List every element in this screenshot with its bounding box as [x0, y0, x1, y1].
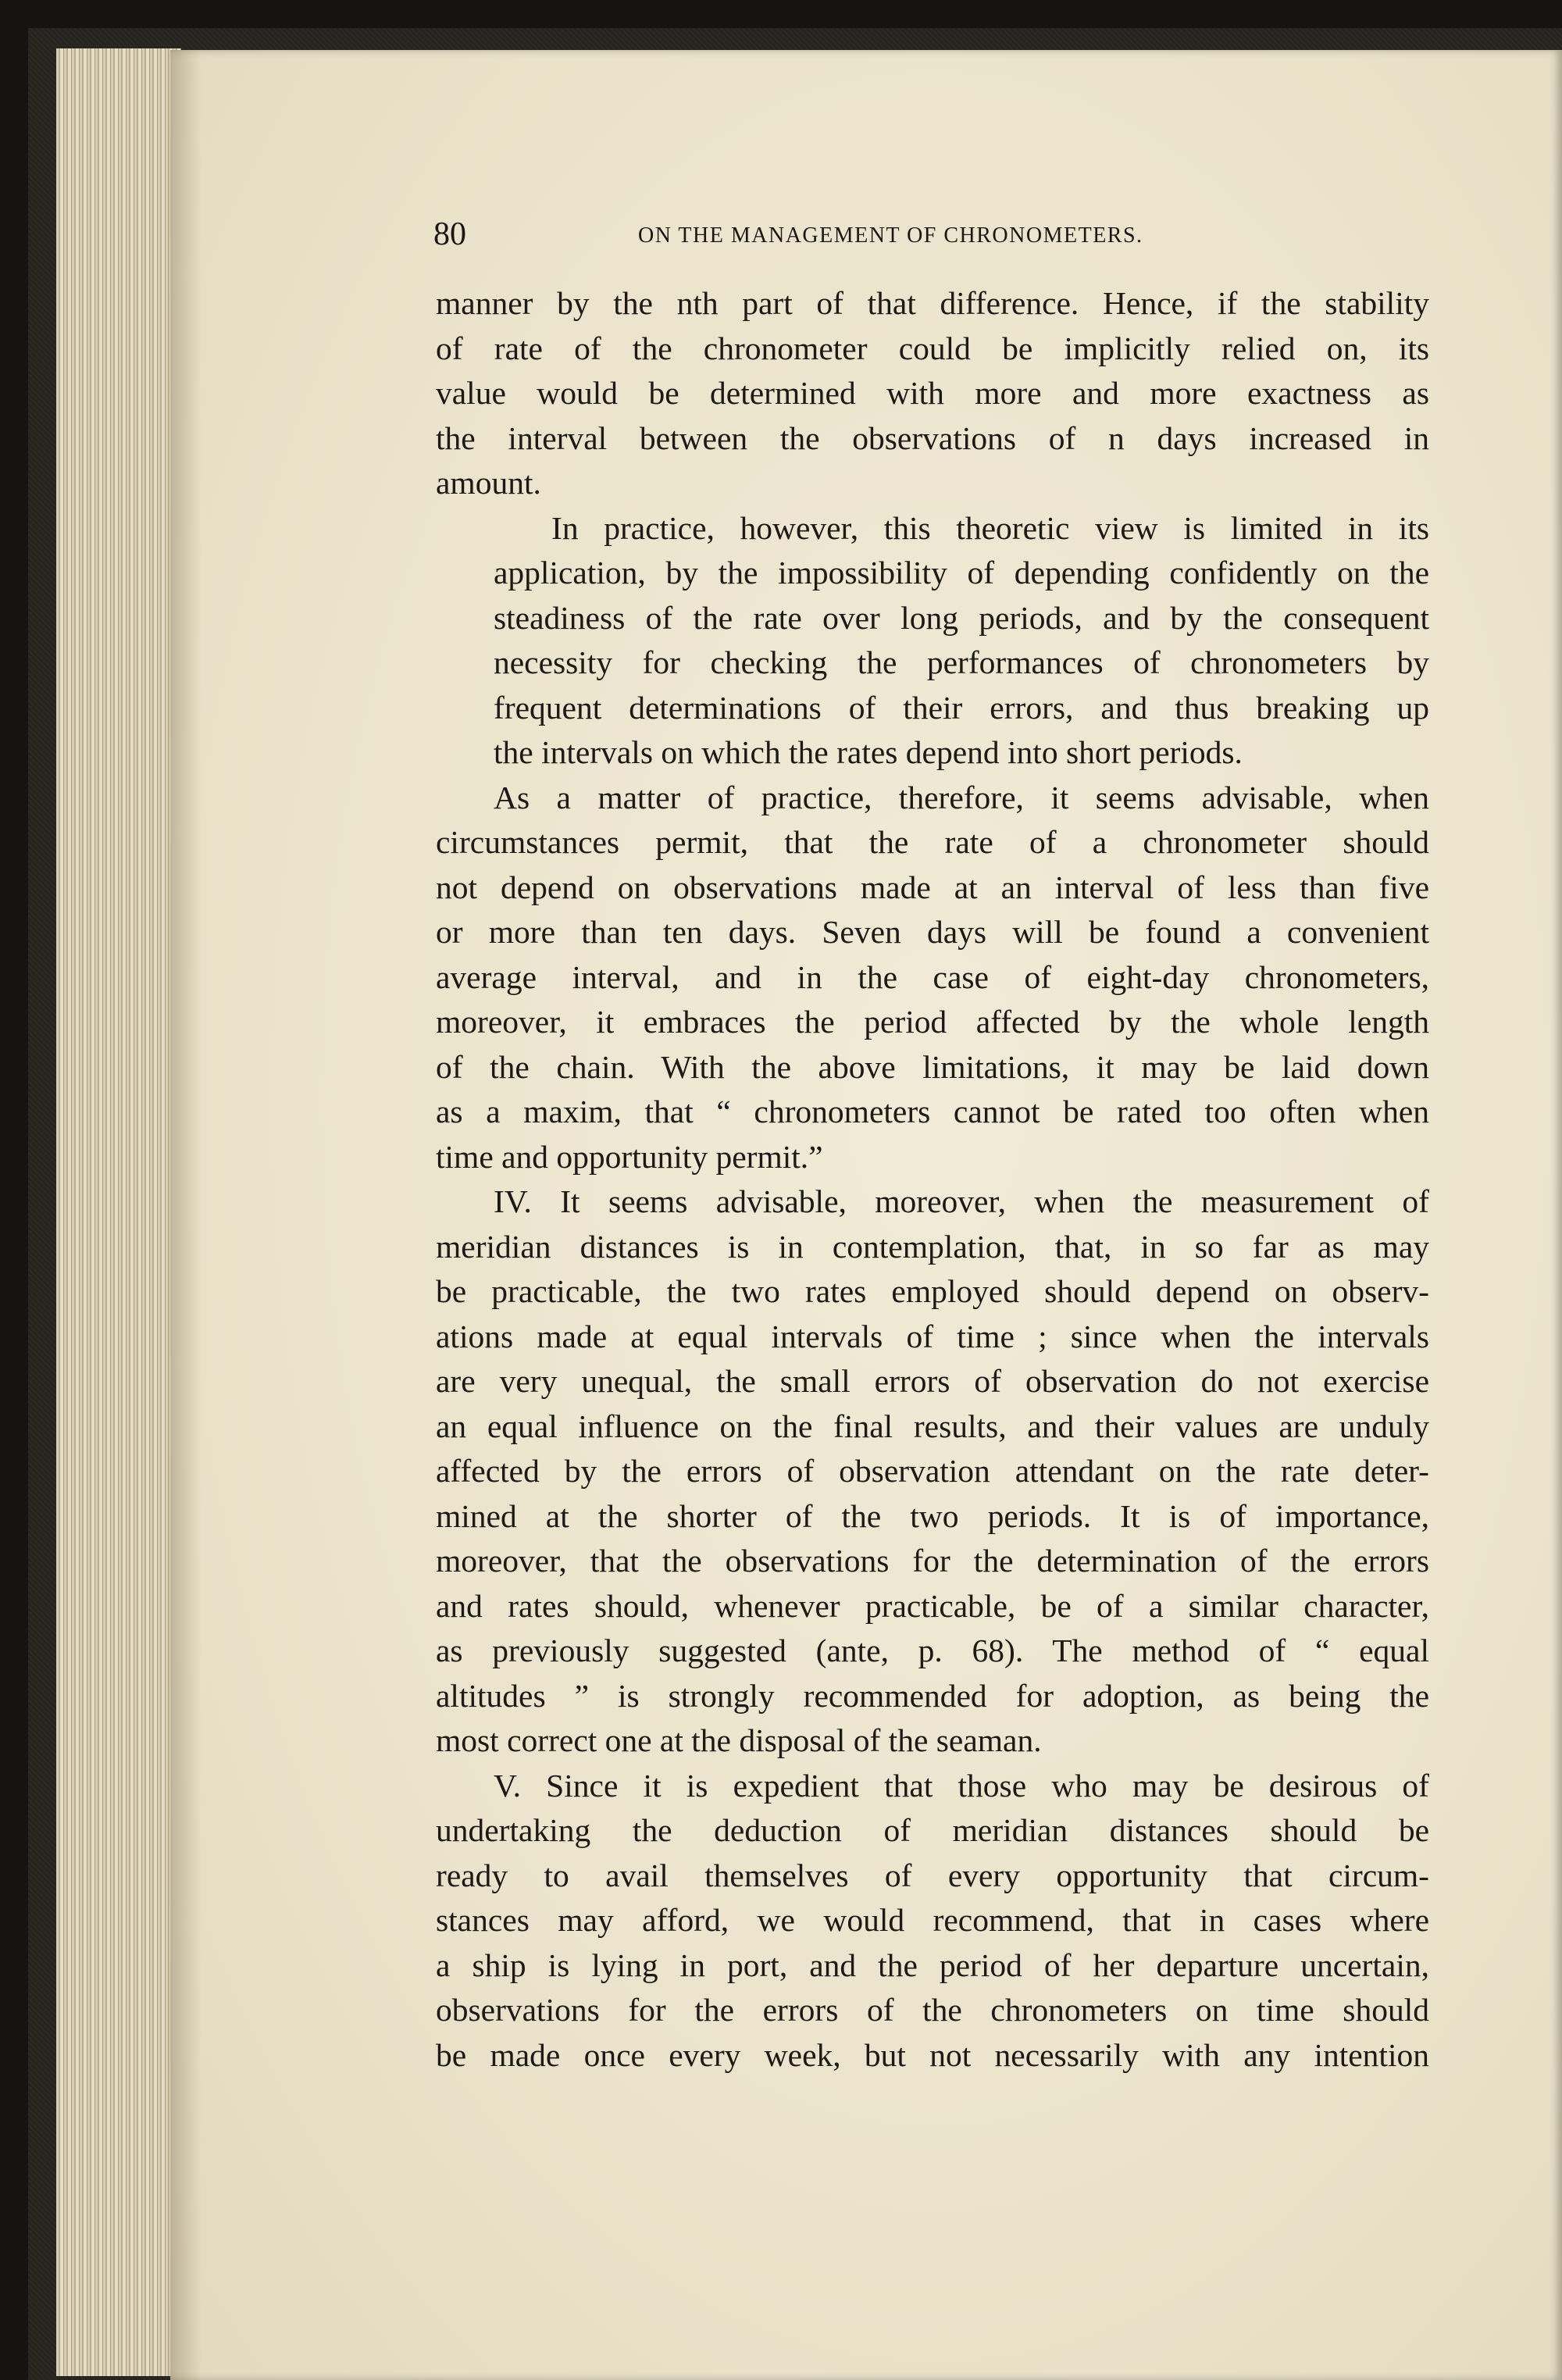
paragraph — [436, 776, 1429, 1180]
text-line: moreover, it embraces the period affected by the whole length — [436, 1004, 1429, 1040]
text-line: IV. It seems advisable, moreover, when the measurement of — [494, 1183, 1429, 1219]
text-line: most correct one at the disposal of the seaman. — [436, 1722, 1042, 1758]
text-line: undertaking the deduction of meridian distances should be — [436, 1812, 1429, 1848]
text-line: as a maxim, that “ chronometers cannot be rated too often when — [436, 1094, 1429, 1129]
text-line: an equal influence on the final results, and their values are unduly — [436, 1408, 1429, 1444]
text-line: or more than ten days. Seven days will be found a convenient — [436, 914, 1429, 950]
gutter-shadow — [170, 50, 201, 2380]
text-line: mined at the shorter of the two periods. It is of importance, — [436, 1497, 1429, 1534]
text-line: are very unequal, the small errors of observation do not exercise — [436, 1363, 1429, 1399]
text-line: altitudes ” is strongly recommended for adoption, as being the — [436, 1677, 1429, 1714]
text-line: affected by the errors of observation attendant on the rate deter- — [436, 1453, 1429, 1489]
text-line: ready to avail themselves of every opportunity that circum- — [436, 1857, 1429, 1893]
running-head — [433, 212, 1222, 256]
text-line: amount. — [436, 465, 541, 501]
text-line: In practice, however, this theoretic view is limited in its — [551, 509, 1429, 546]
paragraph — [436, 281, 1429, 506]
running-title: ON THE MANAGEMENT OF CHRONOMETERS. — [638, 223, 1143, 248]
text-line: moreover, that the observations for the determination of the errors — [436, 1543, 1429, 1579]
text-line: the interval between the observations of n days increased in — [436, 419, 1429, 456]
text-line: average interval, and in the case of eight-day chronometers, — [436, 958, 1429, 995]
text-line: manner by the nth part of that difference. Hence, if the stability — [436, 285, 1429, 321]
page-number: 80 — [433, 216, 466, 252]
text-line: circumstances permit, that the rate of a chronometer should — [436, 824, 1429, 860]
text-line: observations for the errors of the chronometers on time should — [436, 1992, 1429, 2028]
text-line: be made once every week, but not necessarily with any intention — [436, 2036, 1429, 2073]
body-text — [436, 281, 1429, 2078]
text-line: V. Since it is expedient that those who may be desirous of — [494, 1767, 1429, 1804]
text-line: be practicable, the two rates employed should depend on observ- — [436, 1273, 1429, 1309]
text-line: of rate of the chronometer could be implicitly relied on, its — [436, 330, 1429, 366]
text-line: not depend on observations made at an interval of less than five — [436, 869, 1429, 905]
text-line: ations made at equal intervals of time ; since when the intervals — [436, 1318, 1429, 1354]
paragraph — [436, 506, 1429, 776]
text-line: as previously suggested (ante, p. 68). The method of “ equal — [436, 1632, 1429, 1668]
text-line: necessity for checking the performances of chronometers by — [494, 644, 1429, 680]
text-line: time and opportunity permit.” — [436, 1138, 823, 1175]
text-line: steadiness of the rate over long periods, and by the consequent — [494, 599, 1429, 636]
paragraph — [436, 1764, 1429, 2078]
text-line: frequent determinations of their errors, and thus breaking up — [494, 689, 1429, 726]
text-line: value would be determined with more and more exactness as — [436, 375, 1429, 411]
text-line: stances may afford, we would recommend, that in cases where — [436, 1902, 1429, 1938]
text-line: of the chain. With the above limitations, it may be laid down — [436, 1048, 1429, 1085]
paragraph — [436, 1179, 1429, 1764]
text-line: a ship is lying in port, and the period of her departure uncertain, — [436, 1946, 1429, 1983]
text-line: meridian distances is in contemplation, that, in so far as may — [436, 1228, 1429, 1265]
text-line: As a matter of practice, therefore, it seems advisable, when — [494, 779, 1429, 815]
text-line: and rates should, whenever practicable, be of a similar character, — [436, 1587, 1429, 1624]
text-line: application, by the impossibility of depending confidently on the — [494, 555, 1429, 591]
text-line: the intervals on which the rates depend into short periods. — [494, 734, 1243, 770]
page-edges — [56, 48, 181, 2376]
